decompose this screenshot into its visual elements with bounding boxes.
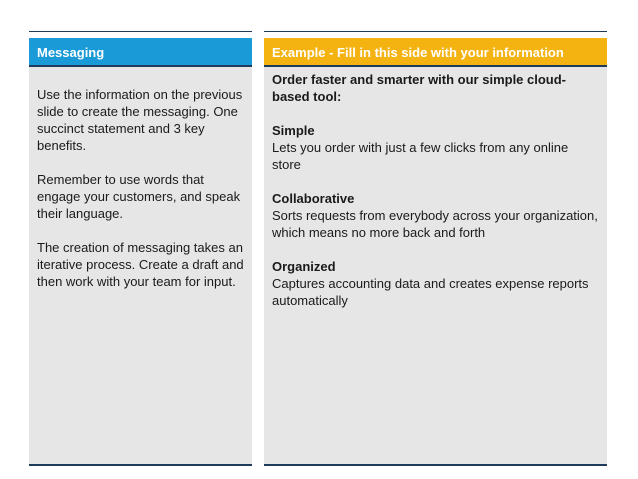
messaging-column [29, 38, 252, 466]
benefit-1-text: Lets you order with just a few clicks from any online store [272, 140, 569, 172]
instruction-paragraph-1: Use the information on the previous slide to create the messaging. One succinct statement and 3 key benefits. [37, 87, 243, 153]
benefit-2-text: Sorts requests from everybody across your organization, which means no more back and forth [272, 208, 598, 240]
example-header: Example - Fill in this side with your information [264, 38, 607, 67]
benefit-1-title: Simple [272, 123, 315, 138]
benefit-3 [272, 258, 599, 309]
top-rule-left [29, 31, 252, 32]
example-body [264, 67, 607, 309]
benefit-3-text: Captures accounting data and creates expense reports automatically [272, 276, 589, 308]
benefit-2 [272, 190, 599, 241]
top-rule-right [264, 31, 607, 32]
instruction-paragraph-2: Remember to use words that engage your customers, and speak their language. [37, 172, 241, 221]
instruction-paragraph-3: The creation of messaging takes an iterative process. Create a draft and then work with your team for input. [37, 240, 244, 289]
example-column [264, 38, 607, 466]
messaging-body [29, 67, 252, 290]
benefit-2-title: Collaborative [272, 191, 355, 206]
messaging-header: Messaging [29, 38, 252, 67]
benefit-1 [272, 122, 599, 173]
succinct-statement: Order faster and smarter with our simple cloud-based tool: [272, 72, 567, 104]
benefit-3-title: Organized [272, 259, 336, 274]
